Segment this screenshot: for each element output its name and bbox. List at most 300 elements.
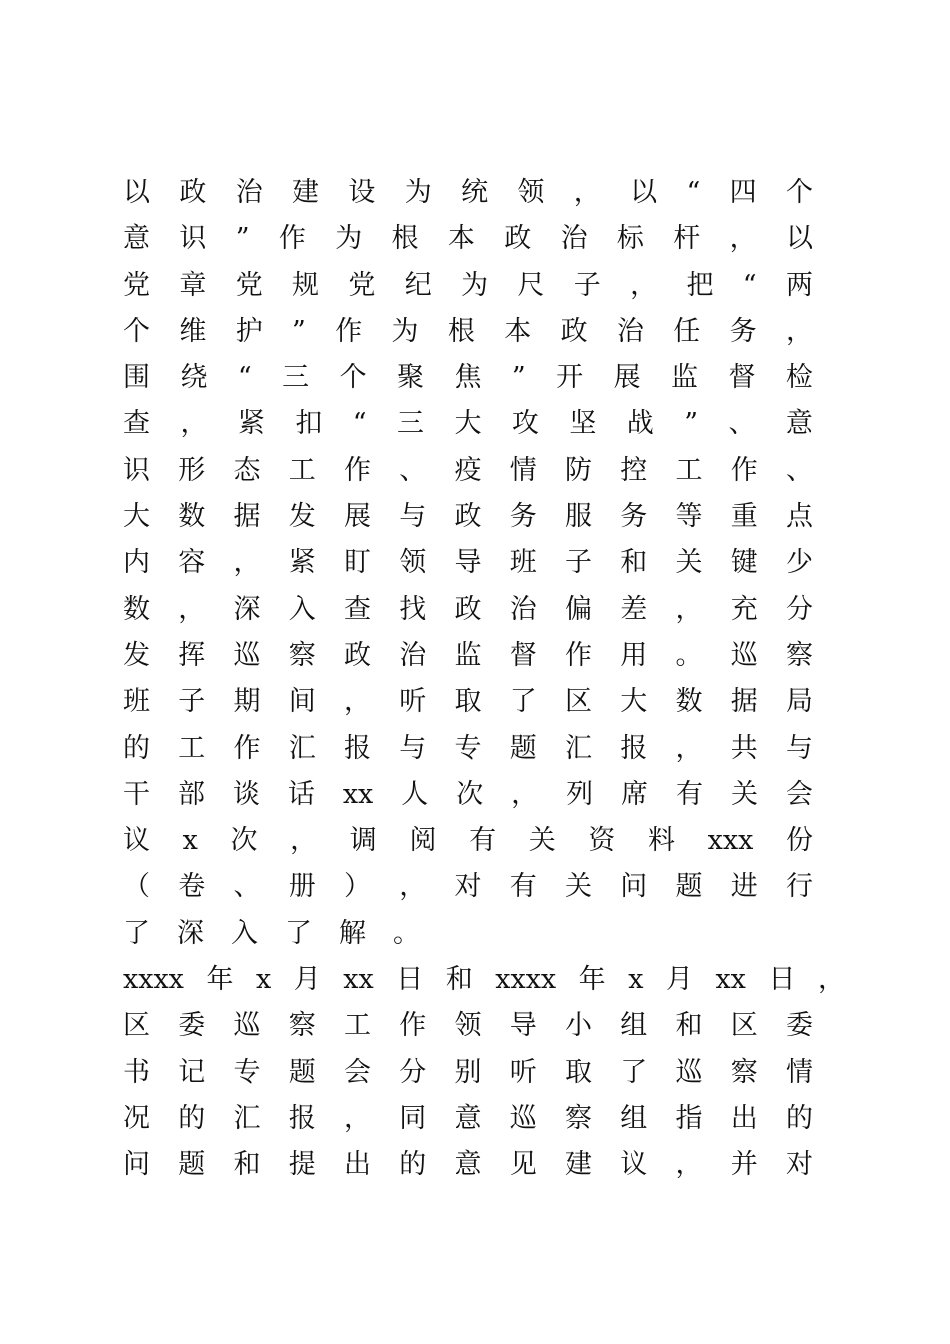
text-token: 同 [399,1102,427,1134]
text-token: 了 [285,917,312,949]
text-token: 委 [786,1010,813,1042]
text-token: 组 [620,1102,648,1134]
text-token: 个 [785,177,813,208]
text-token: 份 [785,825,813,857]
text-token: 阅 [409,825,437,857]
text-token: 党 [235,269,263,301]
text-token: 区 [565,686,592,718]
text-token: xx [342,778,374,810]
text-token: 发 [288,501,316,533]
text-token: 调 [349,825,377,857]
text-line [123,1050,813,1096]
text-token: 题 [675,871,703,903]
text-token: 提 [288,1149,316,1181]
text-token: 报 [344,732,371,764]
text-token: 本 [504,315,532,347]
text-line [123,1142,813,1188]
text-token: 组 [620,1010,648,1042]
text-token: 聚 [397,362,424,394]
text-token: “ [352,408,367,440]
text-token: 会 [344,1056,371,1088]
text-token: 以 [630,177,658,208]
text-line [123,864,813,910]
text-token: 为 [391,315,419,347]
text-token: 数 [178,501,206,533]
text-token: 日 [396,964,424,996]
text-token: 挥 [178,639,206,671]
text-token: 与 [399,501,427,533]
text-token: 四 [729,177,757,208]
text-token: 巡 [509,1102,537,1134]
text-token: 为 [335,223,363,255]
text-token: 深 [177,917,204,949]
text-token: ， [573,177,601,208]
text-token: 尺 [517,269,545,301]
text-token: ， [817,964,845,996]
text-token: 重 [730,501,758,533]
text-token: 据 [730,686,758,718]
text-token: 检 [785,362,813,394]
text-token: 政 [560,315,588,347]
text-token: 汇 [288,732,316,764]
text-line [123,540,813,586]
text-token: 治 [616,315,644,347]
text-token: 意 [454,1102,482,1134]
text-token: 政 [179,177,207,208]
text-token: ， [233,547,261,579]
text-token: 与 [786,732,813,764]
text-line [123,726,813,772]
text-token: 差 [620,593,648,625]
text-token: 等 [675,501,703,533]
text-token: 料 [648,825,675,857]
text-token: 据 [233,501,261,533]
text-token: 作 [335,315,363,347]
text-token: 与 [399,732,427,764]
text-token: 列 [566,778,594,810]
text-token: 作 [565,639,592,671]
text-token: 工 [344,1010,371,1042]
text-token: 领 [517,177,545,208]
text-token: 入 [288,593,316,625]
text-token: 展 [613,362,641,394]
text-token: 紧 [237,408,265,440]
text-token: 容 [178,547,206,579]
text-token: 章 [179,269,207,301]
text-token: 为 [461,269,489,301]
text-line [123,587,813,633]
text-token: 绕 [180,362,208,394]
text-token: 根 [391,223,419,255]
text-token: 工 [178,732,206,764]
text-token: 题 [288,1056,316,1088]
text-token: 察 [730,1056,758,1088]
text-token: 纪 [404,269,432,301]
text-token: 盯 [344,547,371,579]
text-token: 汇 [233,1102,261,1134]
text-token: 监 [454,639,482,671]
text-token: 焦 [454,362,482,394]
text-token: 共 [730,732,758,764]
text-token: 书 [123,1056,150,1088]
text-line [123,448,813,494]
text-token: 政 [344,639,371,671]
text-token: 区 [123,1010,150,1042]
text-line [123,494,813,540]
text-token: 护 [235,315,263,347]
text-token: 作 [730,454,758,486]
text-token: 两 [785,269,813,301]
text-token: 察 [786,639,813,671]
text-token: 日 [768,964,796,996]
text-token: 和 [620,547,648,579]
text-token: 问 [123,1149,150,1181]
text-token: 政 [454,501,482,533]
text-token: 党 [348,269,376,301]
text-token: ， [675,593,703,625]
text-token: 点 [786,501,813,533]
text-token: 作 [399,1010,427,1042]
text-token: 开 [556,362,584,394]
text-token: 和 [675,1010,703,1042]
text-token: 政 [454,593,482,625]
text-token: 情 [509,454,537,486]
text-token: 工 [675,454,703,486]
text-token: 关 [675,547,703,579]
text-token: 听 [509,1056,537,1088]
text-token: 三 [397,408,424,440]
text-token: 对 [786,1149,813,1181]
text-token: 导 [509,1010,537,1042]
text-token: 作 [344,454,371,486]
text-token: 子 [573,269,601,301]
text-token: 见 [509,1149,537,1181]
text-token: 局 [786,686,813,718]
text-token: 巡 [675,1056,703,1088]
text-token: 察 [565,1102,592,1134]
text-line [123,263,813,309]
text-token: 杆 [673,223,701,255]
text-token: 委 [178,1010,206,1042]
text-line [123,772,813,818]
text-token: ， [178,593,206,625]
text-token: 况 [123,1102,150,1134]
text-token: 班 [509,547,537,579]
text-token: x [255,964,272,996]
text-line [123,401,813,447]
text-token: 工 [288,454,316,486]
text-token: 大 [123,501,150,533]
text-token: ， [399,871,427,903]
text-token: ” [235,223,250,255]
text-token: 册 [288,871,316,903]
text-token: 间 [288,686,316,718]
text-token: 次 [230,825,258,857]
text-line [123,818,813,864]
text-token: 本 [447,223,475,255]
text-token: 会 [785,778,813,810]
text-token: 深 [233,593,261,625]
text-line [123,309,813,355]
text-token: 疫 [454,454,482,486]
text-token: 进 [730,871,758,903]
text-token: 建 [565,1149,592,1181]
text-line [123,633,813,679]
text-line [123,1003,813,1049]
text-token: 察 [288,639,316,671]
text-token: 发 [123,639,150,671]
text-token: 攻 [511,408,539,440]
text-token: 治 [399,639,427,671]
text-token: x [628,964,644,996]
text-token: 扣 [295,408,323,440]
text-token: ” [292,315,306,347]
text-token: 的 [399,1149,427,1181]
text-line [123,679,813,725]
text-token: 大 [454,408,482,440]
text-token: 问 [620,871,648,903]
text-token: 汇 [565,732,592,764]
text-token: 少 [786,547,813,579]
text-token: ， [785,315,813,347]
body-text [123,170,845,1189]
text-token: 谈 [232,778,260,810]
text-token: 建 [292,177,320,208]
text-token: 党 [123,269,150,301]
text-token: 月 [293,964,321,996]
text-token: 子 [178,686,206,718]
text-token: 、 [728,408,756,440]
text-token: 巡 [730,639,758,671]
text-token: 大 [620,686,648,718]
text-token: 领 [454,1010,482,1042]
text-token: 以 [785,223,813,255]
text-token: 把 [686,269,714,301]
text-token: 期 [233,686,261,718]
text-token: 并 [730,1149,758,1181]
text-token: 巡 [233,1010,261,1042]
text-token: 年 [206,964,234,996]
text-token: 了 [620,1056,648,1088]
text-token: 意 [123,223,150,255]
text-token: 题 [509,732,537,764]
text-token: xxx [707,825,754,857]
text-token: 、 [399,454,427,486]
text-token: 小 [565,1010,592,1042]
text-token: 巡 [233,639,261,671]
text-token: 治 [560,223,588,255]
text-token: 有 [509,871,537,903]
text-token: 议 [123,825,150,857]
text-token: ， [630,269,658,301]
text-token: 形 [178,454,206,486]
text-token: 内 [123,547,150,579]
text-token: 解 [339,917,366,949]
text-token: 务 [729,315,757,347]
text-token: 班 [123,686,150,718]
text-token: 找 [399,593,427,625]
text-token: ， [180,408,208,440]
text-token: 有 [469,825,497,857]
text-token: 入 [231,917,258,949]
text-token: 议 [620,1149,648,1181]
text-token: 督 [509,639,537,671]
text-token: 关 [565,871,592,903]
text-token: 察 [288,1010,316,1042]
text-token: 务 [620,501,648,533]
text-token: 出 [344,1149,371,1181]
text-token: ） [344,871,371,903]
text-token: 报 [620,732,648,764]
text-token: 题 [178,1149,206,1181]
text-token: 、 [786,454,813,486]
text-token: 监 [671,362,698,394]
text-token: 年 [578,964,606,996]
text-token: 政 [504,223,532,255]
text-token: ， [511,778,539,810]
text-token: ， [729,223,757,255]
text-token: 坚 [569,408,597,440]
text-token: 键 [730,547,758,579]
text-token: ， [290,825,318,857]
text-token: 识 [179,223,207,255]
text-token: 的 [178,1102,206,1134]
text-token: 别 [454,1056,482,1088]
text-token: 战 [626,408,654,440]
text-token: 意 [785,408,813,440]
text-line [123,1096,813,1142]
text-token: 态 [233,454,261,486]
text-token: 维 [179,315,207,347]
text-token: 设 [348,177,376,208]
text-token: 作 [233,732,261,764]
text-token: 务 [509,501,537,533]
text-token: 查 [123,408,150,440]
text-token: 导 [454,547,482,579]
text-token: “ [742,269,757,301]
text-token: 专 [454,732,482,764]
text-token: xx [343,964,374,996]
text-token: 督 [728,362,756,394]
text-token: 根 [447,315,475,347]
text-token: 控 [620,454,648,486]
text-token: 。 [393,917,420,949]
text-token: 月 [665,964,693,996]
text-token: 紧 [288,547,316,579]
text-token: 关 [528,825,556,857]
text-token: 意 [454,1149,482,1181]
text-token: xxxx [123,964,184,996]
text-line [123,170,813,216]
text-token: 有 [676,778,703,810]
text-token: 的 [786,1102,813,1134]
text-token: 和 [233,1149,261,1181]
text-token: 围 [123,362,150,394]
text-token: 领 [399,547,427,579]
text-token: 分 [399,1056,427,1088]
text-token: 次 [456,778,484,810]
text-token: 出 [730,1102,758,1134]
text-token: 了 [509,686,537,718]
text-token: x [182,825,198,857]
text-token: 卷 [178,871,206,903]
text-token: 用 [620,639,648,671]
text-token: 子 [565,547,592,579]
text-token: 和 [445,964,473,996]
text-token: 、 [233,871,261,903]
text-line [123,957,845,1003]
text-token: 部 [177,778,205,810]
text-token: 记 [178,1056,206,1088]
text-token: 资 [588,825,616,857]
text-token: 话 [287,778,315,810]
text-token: 个 [339,362,367,394]
text-token: 情 [786,1056,813,1088]
text-token: 标 [616,223,644,255]
text-token: 分 [786,593,813,625]
text-line [123,355,813,401]
text-token: 治 [235,177,263,208]
text-token: “ [237,362,252,394]
text-token: 识 [123,454,150,486]
text-token: 作 [278,223,306,255]
text-token: 充 [730,593,758,625]
text-token: 对 [454,871,482,903]
text-token: “ [686,177,701,208]
text-token: 。 [675,639,703,671]
text-token: xxxx [495,964,557,996]
text-token: 数 [675,686,703,718]
text-token: ， [675,1149,703,1181]
text-token: 的 [123,732,150,764]
text-token: 数 [123,593,150,625]
text-token: 取 [454,686,482,718]
text-line [123,216,813,262]
text-token: 听 [399,686,427,718]
text-token: 指 [675,1102,703,1134]
text-token: 展 [344,501,371,533]
text-token: ， [344,1102,371,1134]
text-line [123,911,813,957]
text-token: 个 [123,315,150,347]
text-token: 统 [461,177,489,208]
text-token: 行 [786,871,813,903]
text-token: 治 [509,593,537,625]
text-token: 区 [730,1010,758,1042]
text-token: 任 [673,315,701,347]
text-token: （ [123,871,150,903]
text-token: 服 [565,501,592,533]
text-token: 取 [565,1056,592,1088]
text-token: ， [675,732,703,764]
text-token: xx [715,964,746,996]
text-token: 报 [288,1102,316,1134]
text-token: 偏 [565,593,592,625]
text-token: 了 [123,917,150,949]
text-token: 干 [123,778,150,810]
text-token: 关 [730,778,758,810]
text-token: 专 [233,1056,261,1088]
text-token: 席 [621,778,649,810]
text-token: ， [344,686,371,718]
text-token: 查 [344,593,371,625]
text-token: ” [511,362,526,394]
text-token: 三 [282,362,310,394]
text-token: 以 [123,177,150,208]
text-token: ” [684,408,698,440]
text-token: 防 [565,454,592,486]
text-token: 规 [292,269,320,301]
